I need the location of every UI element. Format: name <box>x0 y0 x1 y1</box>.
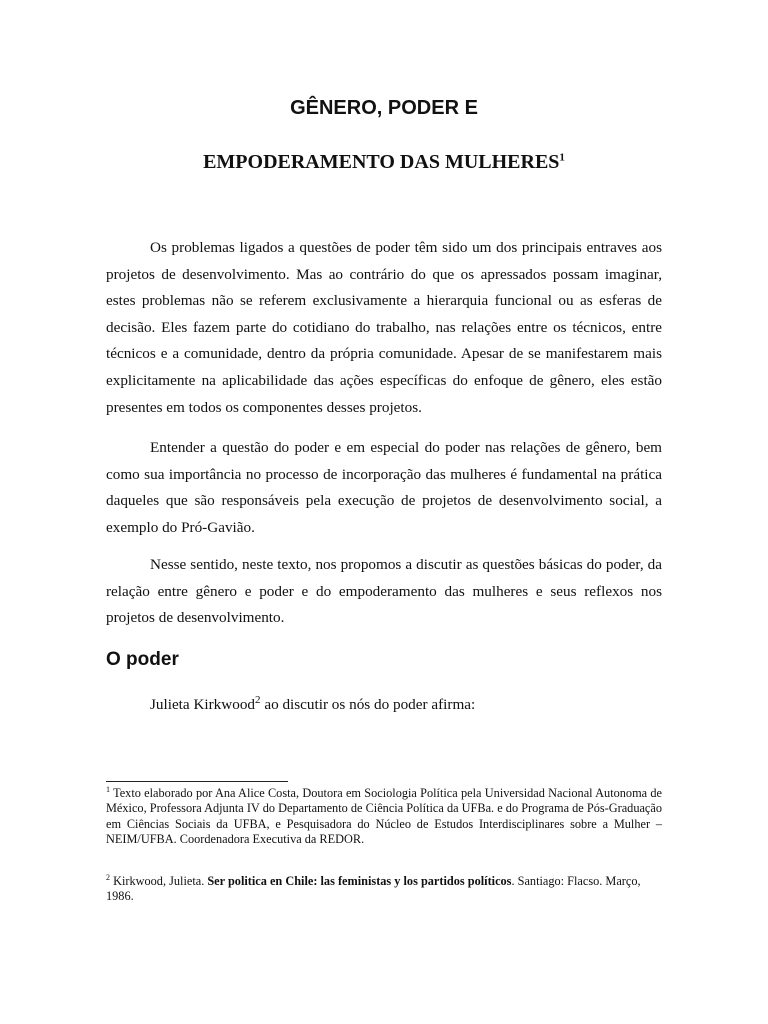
footnote-2-text-after: . Santiago: Flacso. Março, 1986. <box>106 874 641 904</box>
footnote-reference-2[interactable]: 2 <box>255 693 261 706</box>
section-heading-o-poder: O poder <box>106 649 179 670</box>
document-title-line-1: GÊNERO, PODER E <box>290 97 478 119</box>
footnote-2-mark: 2 <box>106 872 110 882</box>
quote-intro-text: ao discutir os nós do poder afirma: <box>260 696 476 713</box>
footnote-1-mark: 1 <box>106 784 110 794</box>
quote-intro <box>150 692 475 718</box>
document-title-line-2 <box>0 150 768 174</box>
paragraph-2: Entender a questão do poder e em especial do poder nas relações de gênero, bem como sua importância no processo de incorporação das mulheres é fundamental na prática daqueles que são responsáveis pela execução de projetos de desenvolvimento social, a exemplo do Pró-Gavião. <box>106 439 662 536</box>
footnote-1 <box>106 786 662 848</box>
title-line-2-text: EMPODERAMENTO DAS MULHERES <box>203 151 560 173</box>
footnote-2 <box>106 874 662 905</box>
paragraph-1: Os problemas ligados a questões de poder têm sido um dos principais entraves aos projetos de desenvolvimento. Mas ao contrário do que os apressados possam imaginar, estes problemas não se referem exclusivamente a hierarquia funcional ou as esferas de decisão. Eles fazem parte do cotidiano do trabalho, nas relações entre os técnicos, entre técnicos e a comunidade, dentro da própria comunidade. Apesar de se manifestarem mais explicitamente na aplicabilidade das ações específicas do enfoque de gênero, eles estão presentes em todos os componentes desses projetos. <box>106 239 662 416</box>
footnote-1-text: Texto elaborado por Ana Alice Costa, Doutora em Sociologia Política pela Universidad Nacional Autonoma de México, Professora Adjunta IV do Departamento de Ciência Política da UFBa. e do Programa de Pós-Graduação em Ciências Sociais da UFBA, e Pesquisadora do Núcleo de Estudos Interdisciplinares sobre a Mulher – NEIM/UFBA. Coordenadora Executiva da REDOR. <box>106 786 662 847</box>
quote-intro-author: Julieta Kirkwood <box>150 696 256 713</box>
footnote-separator <box>106 781 288 782</box>
paragraph-3: Nesse sentido, neste texto, nos propomos a discutir as questões básicas do poder, da relação entre gênero e poder e do empoderamento das mulheres e seus reflexos nos projetos de desenvolvimento. <box>106 556 662 627</box>
footnote-2-book-title: Ser politica en Chile: las feministas y los partidos políticos <box>207 874 512 888</box>
footnote-2-text-before: Kirkwood, Julieta. <box>110 874 208 888</box>
footnote-reference-1[interactable]: 1 <box>559 151 565 164</box>
